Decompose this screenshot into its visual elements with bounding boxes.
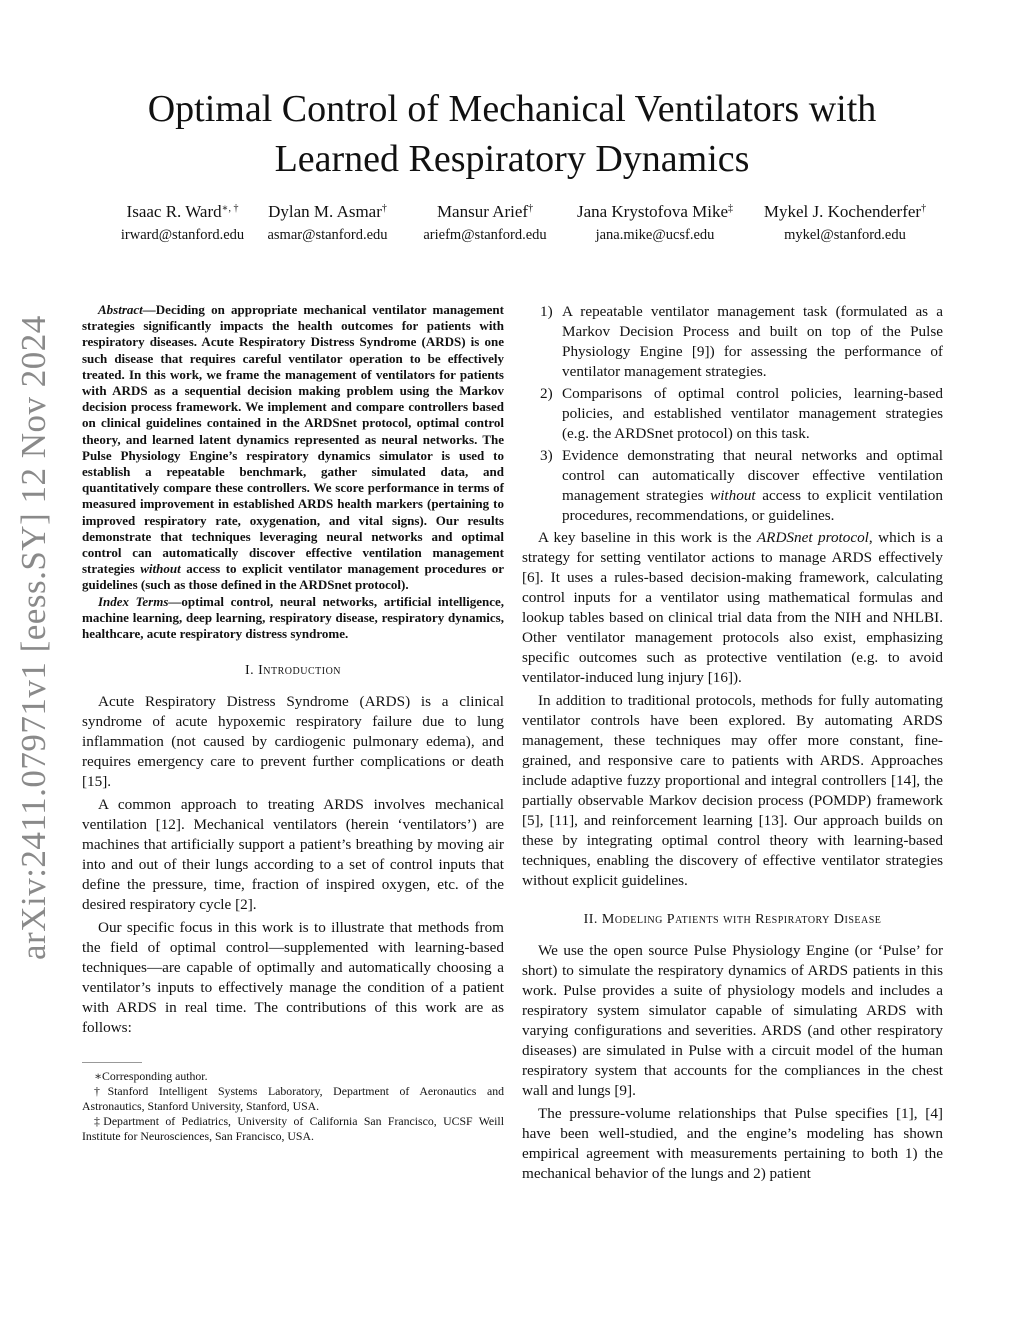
paragraph: In addition to traditional protocols, methods for fully automating ventilator controls have been explored. By automating ARDS management, these techniques may offer more constant, fine-grained, and responsive care to patients with ARDS. Approaches include adaptive fuzzy proportional and integral controllers [14], the partially observable Markov decision process (POMDP) framework [5], [11], and reinforcement learning [13]. Our approach builds on these by integrating optimal control theory with learning-based techniques, enabling the discovery of effective ventilator strategies without explicit guidelines. (522, 692, 943, 889)
paragraph: Our specific focus in this work is to illustrate that methods from the field of optimal control—supplemented with learning-based techniques—are capable of optimally and automatically choosing a ventilator’s inputs to effectively manage the condition of a patient with ARDS in real time. The contributions of this work are as follows: (82, 919, 504, 1037)
list-item: 1) A repeatable ventilator management task (formulated as a Markov Decision Process and built on top of the Pulse Physiology Engine [9]) for assessing the performance of ventilator management strategies. (540, 303, 943, 380)
paragraph: A key baseline in this work is the ARDSnet protocol, which is a strategy for setting ventilator actions to manage ARDS effectively [6]. It uses a rules-based decision-making framework, calculating control inputs for a ventilator using mathematical formulas and lookup tables based on clinical trial data from the NIH and NHLBI. Other ventilator management protocols also exist, emphasizing specific outcomes such as protective ventilation (e.g. to avoid ventilator-induced lung injury [16]). (522, 529, 943, 686)
footnote-stanford: †Stanford Intelligent Systems Laboratory, Department of Aeronautics and Astronautics, Stanford University, Stanford, USA. (82, 1084, 504, 1114)
author-5 (750, 200, 940, 246)
author-name: Dylan M. Asmar (268, 202, 382, 221)
paragraph: A common approach to treating ARDS involves mechanical ventilation [12]. Mechanical ventilators (herein ‘ventilators’) are machines that artificially support a patient’s breathing by moving air into and out of their lungs according to a set of control inputs that define the pressure, time, fraction of inspired oxygen, etc. of the desired respiratory cycle [2]. (82, 796, 504, 914)
author-email: mykel@stanford.edu (784, 227, 906, 243)
author-1 (100, 200, 265, 246)
author-4 (560, 200, 750, 246)
right-column (522, 302, 943, 1187)
left-column (82, 302, 504, 1144)
author-name: Jana Krystofova Mike (576, 202, 729, 221)
author-email: jana.mike@ucsf.edu (595, 227, 715, 243)
author-2 (255, 200, 400, 246)
title-line-2: Learned Respiratory Dynamics (274, 138, 750, 180)
author-name: Isaac R. Ward (126, 202, 222, 221)
section-heading-introduction: I. Introduction (244, 663, 342, 679)
list-item: 3) Evidence demonstrating that neural networks and optimal control can automatically discover effective ventilation management strategies without access to explicit ventilation procedures, recommendations, or guidelines. (540, 447, 943, 524)
arxiv-identifier: arXiv:2411.07971v1 [eess.SY] 12 Nov 2024 (14, 315, 53, 960)
index-terms-lead: Index Terms— (98, 593, 182, 609)
section-heading-modeling: II. Modeling Patients with Respiratory Disease (583, 912, 882, 927)
author-mark: † (528, 203, 534, 214)
abstract: Abstract—Deciding on appropriate mechanical ventilator management strategies significantly impacts the health outcomes for patients with respiratory diseases. Acute Respiratory Distress Syndrome (ARDS) is one such disease that requires careful ventilator operation to be effectively treated. In this work, we frame the management of ventilators for patients with ARDS as a sequential decision making problem using the Markov decision process framework. We implement and compare controllers based on clinical guidelines contained in the ARDSnet protocol, optimal control theory, and learned latent dynamics represented as neural networks. The Pulse Physiology Engine’s respiratory dynamics simulator is used to establish a repeatable benchmark, gather simulated data, and quantitatively compare these controllers. We score performance in terms of measured improvement in established ARDS health markers (pertaining to improved respiratory rate, oxygenation, and vital signs). Our results demonstrate that techniques leveraging neural networks and optimal control can automatically discover effective ventilation management strategies without access to explicit ventilator management procedures or guidelines (such as those defined in the ARDSnet protocol). (82, 302, 505, 593)
author-mark: † (381, 203, 387, 214)
author-mark: † (921, 203, 927, 214)
footnotes (82, 1062, 504, 1144)
author-mark: ∗, † (221, 203, 239, 214)
paragraph: We use the open source Pulse Physiology Engine (or ‘Pulse’ for short) to simulate the respiratory dynamics of ARDS patients in this work. Pulse provides a suite of physiology models and includes a respiratory system simulator capable of simulating ARDS with varying configurations and severities. ARDS (and other respiratory diseases) are simulated in Pulse with a circuit model of the human respiratory system that accounts for the compliances in the chest wall and lungs [9]. (522, 942, 943, 1099)
author-3 (410, 200, 560, 246)
title-line-1: Optimal Control of Mechanical Ventilators with (147, 88, 877, 130)
contributions-list (522, 302, 943, 526)
paragraph: Acute Respiratory Distress Syndrome (ARDS) is a clinical syndrome of acute hypoxemic respiratory failure due to lung inflammation (not caused by cardiogenic pulmonary edema), and requires emergency care to prevent further complications or death [15]. (82, 693, 504, 791)
paragraph: The pressure-volume relationships that Pulse specifies [1], [4] have been well-studied, and the engine’s modeling has shown empirical agreement with measurements pertaining to both 1) the mechanical behavior of the lungs and 2) patient (522, 1105, 943, 1182)
author-name: Mykel J. Kochenderfer (763, 202, 922, 221)
author-email: irward@stanford.edu (120, 227, 245, 243)
index-terms: Index Terms—optimal control, neural networks, artificial intelligence, machine learning, deep learning, respiratory disease, respiratory dynamics, healthcare, acute respiratory distress syndrome. (82, 593, 504, 642)
author-name: Mansur Arief (436, 202, 529, 221)
author-mark: ‡ (728, 203, 734, 214)
abstract-lead: Abstract— (98, 302, 156, 317)
footnote-ucsf: ‡Department of Pediatrics, University of California San Francisco, UCSF Weill Institute for Neurosciences, San Francisco, USA. (82, 1114, 504, 1144)
author-email: asmar@stanford.edu (267, 227, 388, 243)
author-email: ariefm@stanford.edu (423, 227, 547, 243)
footnote-corresponding: ∗Corresponding author. (94, 1069, 208, 1084)
paper-title (0, 84, 1024, 184)
list-item: 2) Comparisons of optimal control policies, learning-based policies, and established ventilator management strategies (e.g. the ARDSnet protocol) on this task. (540, 385, 943, 442)
